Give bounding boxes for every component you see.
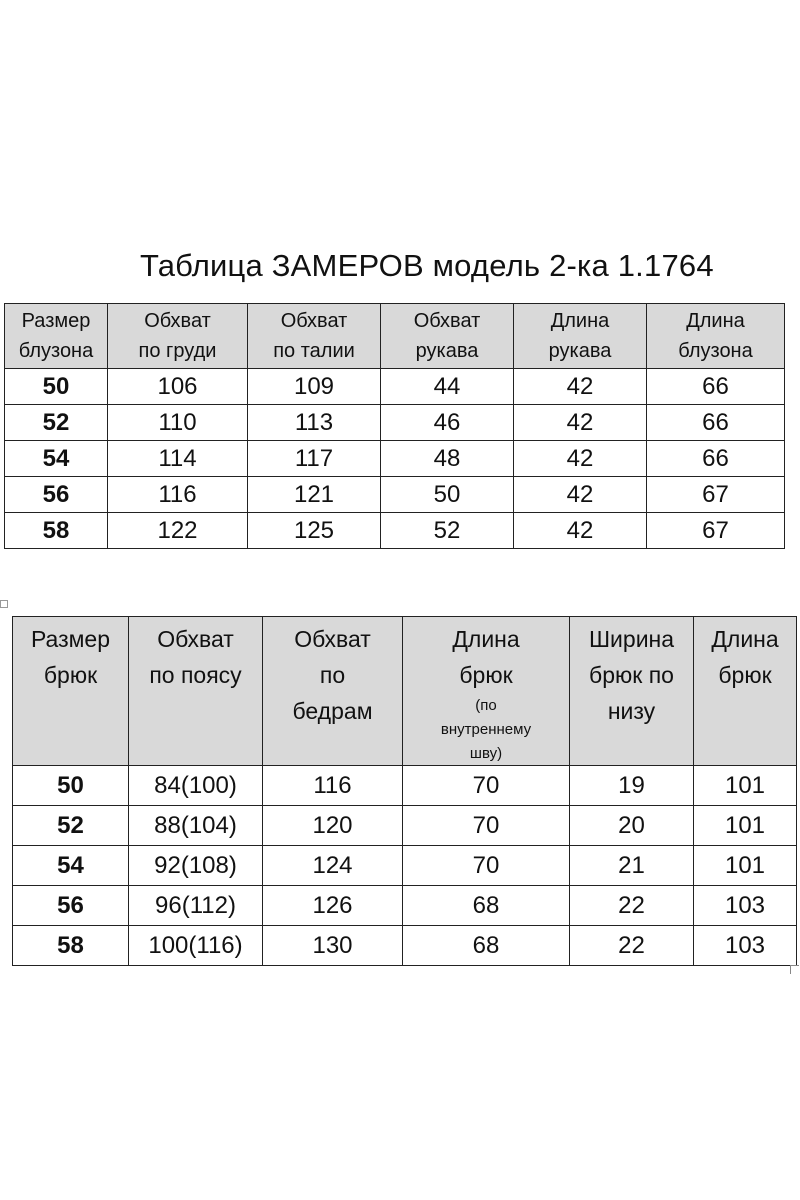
- column-header: [381, 304, 514, 369]
- table-row: [5, 477, 785, 513]
- column-header: [129, 617, 263, 766]
- value-cell: 42: [514, 369, 647, 405]
- header-line: Обхват: [413, 310, 481, 332]
- column-header: [570, 617, 694, 766]
- value-cell: 48: [381, 441, 514, 477]
- column-header: [108, 304, 248, 369]
- table-anchor-icon: [0, 600, 8, 608]
- column-header: [514, 304, 647, 369]
- size-cell: 58: [13, 926, 129, 966]
- value-cell: 66: [647, 369, 785, 405]
- header-line: брюк: [718, 662, 772, 688]
- header-line: низу: [607, 698, 656, 724]
- value-cell: 68: [403, 926, 570, 966]
- value-cell: 70: [403, 806, 570, 846]
- value-cell: 42: [514, 441, 647, 477]
- header-line: блузона: [18, 340, 94, 362]
- value-cell: 120: [263, 806, 403, 846]
- value-cell: 121: [248, 477, 381, 513]
- table-row: [13, 846, 797, 886]
- value-cell: 22: [570, 886, 694, 926]
- value-cell: 42: [514, 405, 647, 441]
- column-header: [403, 617, 570, 766]
- header-line: блузона: [678, 340, 753, 362]
- size-cell: 50: [5, 369, 108, 405]
- table-row: [5, 369, 785, 405]
- value-cell: 46: [381, 405, 514, 441]
- trousers-header-row: [13, 617, 797, 766]
- table-row: [13, 806, 797, 846]
- header-line: Обхват: [280, 310, 348, 332]
- value-cell: 21: [570, 846, 694, 886]
- header-line: Обхват: [294, 626, 371, 652]
- header-line: по груди: [138, 340, 217, 362]
- blouse-measurements-table: [4, 303, 785, 549]
- header-line: по: [319, 662, 346, 688]
- value-cell: 66: [647, 441, 785, 477]
- value-cell: 125: [248, 513, 381, 549]
- header-note: (по: [475, 697, 497, 714]
- value-cell: 22: [570, 926, 694, 966]
- value-cell: 19: [570, 766, 694, 806]
- value-cell: 101: [694, 766, 797, 806]
- value-cell: 110: [108, 405, 248, 441]
- value-cell: 42: [514, 477, 647, 513]
- column-header: [263, 617, 403, 766]
- table-row: [13, 766, 797, 806]
- header-line: Размер: [30, 626, 111, 652]
- value-cell: 117: [248, 441, 381, 477]
- value-cell: 113: [248, 405, 381, 441]
- value-cell: 67: [647, 513, 785, 549]
- header-line: Обхват: [157, 626, 234, 652]
- value-cell: 66: [647, 405, 785, 441]
- table-row: [5, 513, 785, 549]
- size-cell: 52: [5, 405, 108, 441]
- value-cell: 44: [381, 369, 514, 405]
- trousers-measurements-table: [12, 616, 797, 966]
- header-line: брюк: [43, 662, 98, 688]
- column-header: [248, 304, 381, 369]
- value-cell: 126: [263, 886, 403, 926]
- header-line: Длина: [550, 310, 610, 332]
- blouse-header-row: [5, 304, 785, 369]
- value-cell: 70: [403, 846, 570, 886]
- header-note: внутреннему: [440, 721, 532, 738]
- value-cell: 70: [403, 766, 570, 806]
- column-header: [13, 617, 129, 766]
- value-cell: 67: [647, 477, 785, 513]
- header-line: Длина: [686, 310, 745, 332]
- size-cell: 50: [13, 766, 129, 806]
- value-cell: 50: [381, 477, 514, 513]
- header-line: Длина: [711, 626, 779, 652]
- size-cell: 54: [13, 846, 129, 886]
- value-cell: 42: [514, 513, 647, 549]
- value-cell: 96(112): [129, 886, 263, 926]
- value-cell: 116: [263, 766, 403, 806]
- size-cell: 54: [5, 441, 108, 477]
- header-line: по талии: [273, 340, 355, 362]
- value-cell: 109: [248, 369, 381, 405]
- value-cell: 122: [108, 513, 248, 549]
- header-line: брюк: [459, 662, 513, 688]
- header-line: Обхват: [144, 310, 211, 332]
- header-line: Ширина: [588, 626, 675, 652]
- value-cell: 20: [570, 806, 694, 846]
- value-cell: 124: [263, 846, 403, 886]
- page-corner-mark: [790, 965, 799, 974]
- value-cell: 100(116): [129, 926, 263, 966]
- header-line: по поясу: [149, 662, 242, 688]
- table-row: [5, 405, 785, 441]
- header-line: рукава: [548, 340, 612, 362]
- value-cell: 84(100): [129, 766, 263, 806]
- value-cell: 106: [108, 369, 248, 405]
- size-cell: 52: [13, 806, 129, 846]
- column-header: [694, 617, 797, 766]
- header-line: Размер: [21, 310, 91, 332]
- table-row: [5, 441, 785, 477]
- value-cell: 52: [381, 513, 514, 549]
- value-cell: 92(108): [129, 846, 263, 886]
- value-cell: 116: [108, 477, 248, 513]
- page-title: Таблица ЗАМЕРОВ модель 2-ка 1.1764: [140, 248, 714, 283]
- size-cell: 56: [13, 886, 129, 926]
- column-header: [5, 304, 108, 369]
- header-line: брюк по: [589, 662, 674, 688]
- column-header: [647, 304, 785, 369]
- header-line: Длина: [452, 626, 520, 652]
- value-cell: 68: [403, 886, 570, 926]
- value-cell: 101: [694, 806, 797, 846]
- header-line: рукава: [415, 340, 479, 362]
- header-note: шву): [469, 745, 503, 762]
- value-cell: 130: [263, 926, 403, 966]
- header-line: бедрам: [292, 698, 373, 724]
- value-cell: 101: [694, 846, 797, 886]
- size-cell: 58: [5, 513, 108, 549]
- table-row: [13, 886, 797, 926]
- value-cell: 88(104): [129, 806, 263, 846]
- value-cell: 114: [108, 441, 248, 477]
- size-cell: 56: [5, 477, 108, 513]
- value-cell: 103: [694, 886, 797, 926]
- value-cell: 103: [694, 926, 797, 966]
- table-row: [13, 926, 797, 966]
